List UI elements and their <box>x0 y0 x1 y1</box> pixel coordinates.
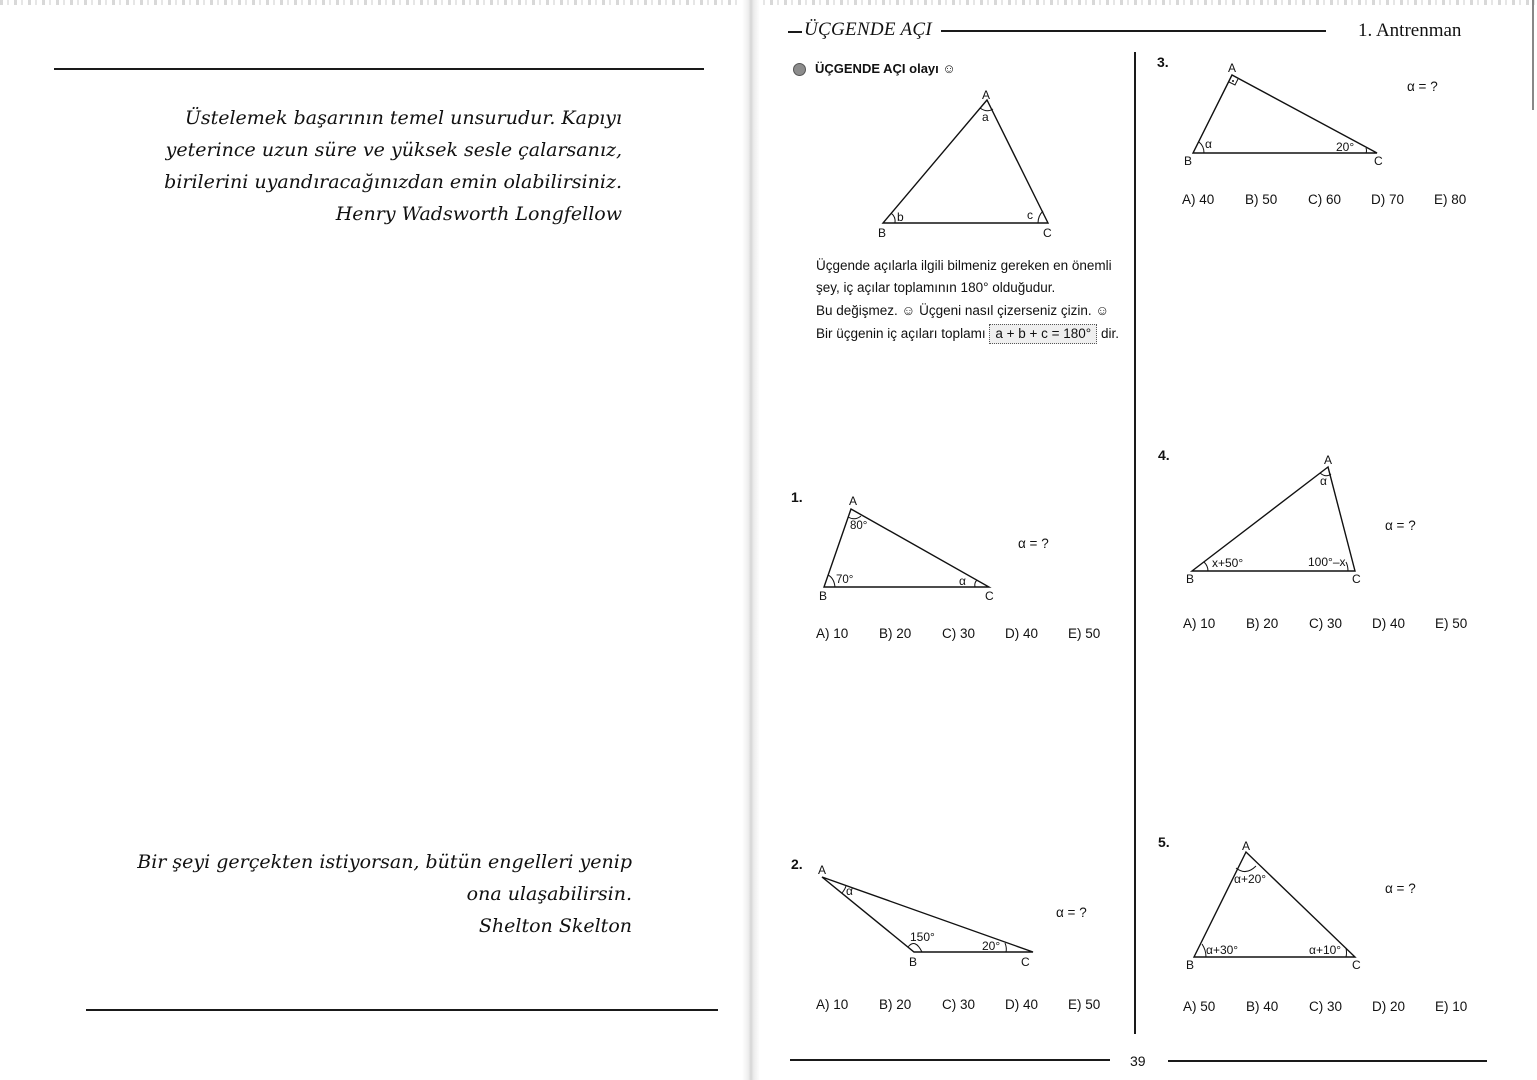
header-rule <box>941 30 1326 32</box>
question-prompt: α = ? <box>1056 905 1087 920</box>
choice-c[interactable]: C) 30 <box>942 626 976 641</box>
svg-text:A: A <box>1324 453 1333 467</box>
svg-text:C: C <box>1352 572 1361 586</box>
choice-b[interactable]: B) 20 <box>879 626 912 641</box>
question-1-triangle <box>815 492 1005 607</box>
choice-b[interactable]: B) 50 <box>1245 192 1278 207</box>
choice-b[interactable]: B) 40 <box>1246 999 1279 1014</box>
choice-c[interactable]: C) 60 <box>1308 192 1342 207</box>
top-rule <box>54 68 704 70</box>
choice-c[interactable]: C) 30 <box>1309 616 1343 631</box>
question-prompt: α = ? <box>1407 79 1438 94</box>
bullet-icon <box>793 63 806 76</box>
page-edge-mark <box>1532 0 1534 110</box>
choice-a[interactable]: A) 50 <box>1183 999 1216 1014</box>
question-number: 2. <box>791 856 803 872</box>
quote-line: ona ulaşabilirsin. <box>466 883 632 905</box>
quote-skelton <box>100 846 632 942</box>
choice-e[interactable]: E) 10 <box>1435 999 1468 1014</box>
svg-text:α: α <box>846 884 853 898</box>
footer-rule-left <box>790 1059 1110 1061</box>
choice-e[interactable]: E) 80 <box>1434 192 1467 207</box>
quote-line: Bir şeyi gerçekten istiyorsan, bütün engelleri yenip <box>137 851 632 873</box>
answer-choices <box>816 997 1131 1012</box>
question-2-triangle <box>812 860 1042 975</box>
intro-line-formula <box>816 323 1126 345</box>
choice-b[interactable]: B) 20 <box>879 997 912 1012</box>
chapter-title: ÜÇGENDE AÇI <box>804 19 933 40</box>
svg-text:a: a <box>982 110 989 124</box>
answer-choices <box>1183 999 1498 1014</box>
answer-choices <box>816 626 1131 641</box>
intro-triangle-figure <box>860 85 1070 245</box>
footer-rule-right <box>1168 1060 1487 1062</box>
quote-line: birilerini uyandıracağınızdan emin olabilirsiniz. <box>164 171 622 193</box>
choice-b[interactable]: B) 20 <box>1246 616 1279 631</box>
svg-text:C: C <box>985 589 994 603</box>
choice-e[interactable]: E) 50 <box>1435 616 1468 631</box>
svg-text:α: α <box>1320 474 1327 488</box>
question-prompt: α = ? <box>1018 536 1049 551</box>
section-label: 1. Antrenman <box>1358 20 1462 41</box>
choice-d[interactable]: D) 20 <box>1372 999 1406 1014</box>
choice-e[interactable]: E) 50 <box>1068 626 1101 641</box>
svg-text:B: B <box>909 955 918 969</box>
choice-e[interactable]: E) 50 <box>1068 997 1101 1012</box>
svg-text:c: c <box>1027 208 1033 222</box>
svg-text:C: C <box>1374 154 1383 168</box>
formula-suffix: dir. <box>1100 326 1119 341</box>
intro-line: şey, iç açılar toplamının 180° olduğudur. <box>816 280 1056 295</box>
svg-text:B: B <box>819 589 828 603</box>
svg-text:100°–x: 100°–x <box>1308 555 1346 569</box>
svg-text:A: A <box>818 863 827 877</box>
svg-text:B: B <box>878 226 887 240</box>
question-number: 1. <box>791 489 803 505</box>
svg-text:20°: 20° <box>982 939 1001 953</box>
svg-text:A: A <box>982 88 991 102</box>
intro-line: Üçgende açılarla ilgili bilmeniz gereken en önemli <box>816 258 1112 273</box>
svg-text:20°: 20° <box>1336 140 1355 154</box>
svg-text:α: α <box>959 574 966 588</box>
quote-author: Shelton Skelton <box>478 915 632 937</box>
formula-prefix: Bir üçgenin iç açıları toplamı <box>816 326 986 341</box>
question-prompt: α = ? <box>1385 881 1416 896</box>
svg-text:A: A <box>849 494 858 508</box>
svg-text:150°: 150° <box>910 930 935 944</box>
intro-text <box>816 255 1126 345</box>
question-3-triangle <box>1180 58 1390 173</box>
svg-text:α+20°: α+20° <box>1234 872 1267 886</box>
header-dash <box>788 31 802 33</box>
svg-text:B: B <box>1186 572 1195 586</box>
formula-box: a + b + c = 180° <box>989 324 1097 344</box>
quote-longfellow <box>100 102 622 230</box>
book-spine <box>742 0 760 1080</box>
quote-line: yeterince uzun süre ve yüksek sesle çalarsanız, <box>165 139 622 161</box>
choice-a[interactable]: A) 10 <box>816 626 849 641</box>
svg-text:C: C <box>1021 955 1030 969</box>
svg-text:x+50°: x+50° <box>1212 556 1244 570</box>
svg-text:A: A <box>1242 839 1251 853</box>
quote-line: Üstelemek başarının temel unsurudur. Kapıyı <box>184 107 622 129</box>
column-divider <box>1134 52 1136 1034</box>
choice-d[interactable]: D) 70 <box>1371 192 1405 207</box>
svg-text:α: α <box>1205 137 1212 151</box>
svg-text:α+10°: α+10° <box>1309 943 1342 957</box>
question-number: 3. <box>1157 54 1169 70</box>
svg-text:b: b <box>897 210 904 224</box>
bottom-rule <box>86 1009 718 1011</box>
answer-choices <box>1182 192 1497 207</box>
intro-heading: ÜÇGENDE AÇI olayı ☺ <box>815 61 956 76</box>
choice-d[interactable]: D) 40 <box>1372 616 1406 631</box>
intro-line: Bu değişmez. ☺ Üçgeni nasıl çizerseniz çizin. ☺ <box>816 303 1110 318</box>
choice-a[interactable]: A) 10 <box>816 997 849 1012</box>
question-prompt: α = ? <box>1385 518 1416 533</box>
scan-edge-noise <box>0 0 1537 5</box>
question-5-triangle <box>1180 838 1375 973</box>
svg-text:α+30°: α+30° <box>1206 943 1239 957</box>
question-number: 4. <box>1158 447 1170 463</box>
choice-c[interactable]: C) 30 <box>942 997 976 1012</box>
question-4-triangle <box>1180 452 1380 587</box>
svg-text:B: B <box>1184 154 1193 168</box>
choice-d[interactable]: D) 40 <box>1005 997 1039 1012</box>
choice-a[interactable]: A) 40 <box>1182 192 1215 207</box>
choice-d[interactable]: D) 40 <box>1005 626 1039 641</box>
svg-text:C: C <box>1043 226 1052 240</box>
quote-author: Henry Wadsworth Longfellow <box>335 203 622 225</box>
page-number: 39 <box>1130 1053 1146 1069</box>
svg-text:C: C <box>1352 958 1361 972</box>
svg-text:70°: 70° <box>836 574 854 586</box>
answer-choices <box>1183 616 1498 631</box>
choice-c[interactable]: C) 30 <box>1309 999 1343 1014</box>
svg-text:80°: 80° <box>850 520 868 532</box>
choice-a[interactable]: A) 10 <box>1183 616 1216 631</box>
question-number: 5. <box>1158 834 1170 850</box>
svg-text:B: B <box>1186 958 1195 972</box>
svg-text:A: A <box>1228 61 1237 75</box>
